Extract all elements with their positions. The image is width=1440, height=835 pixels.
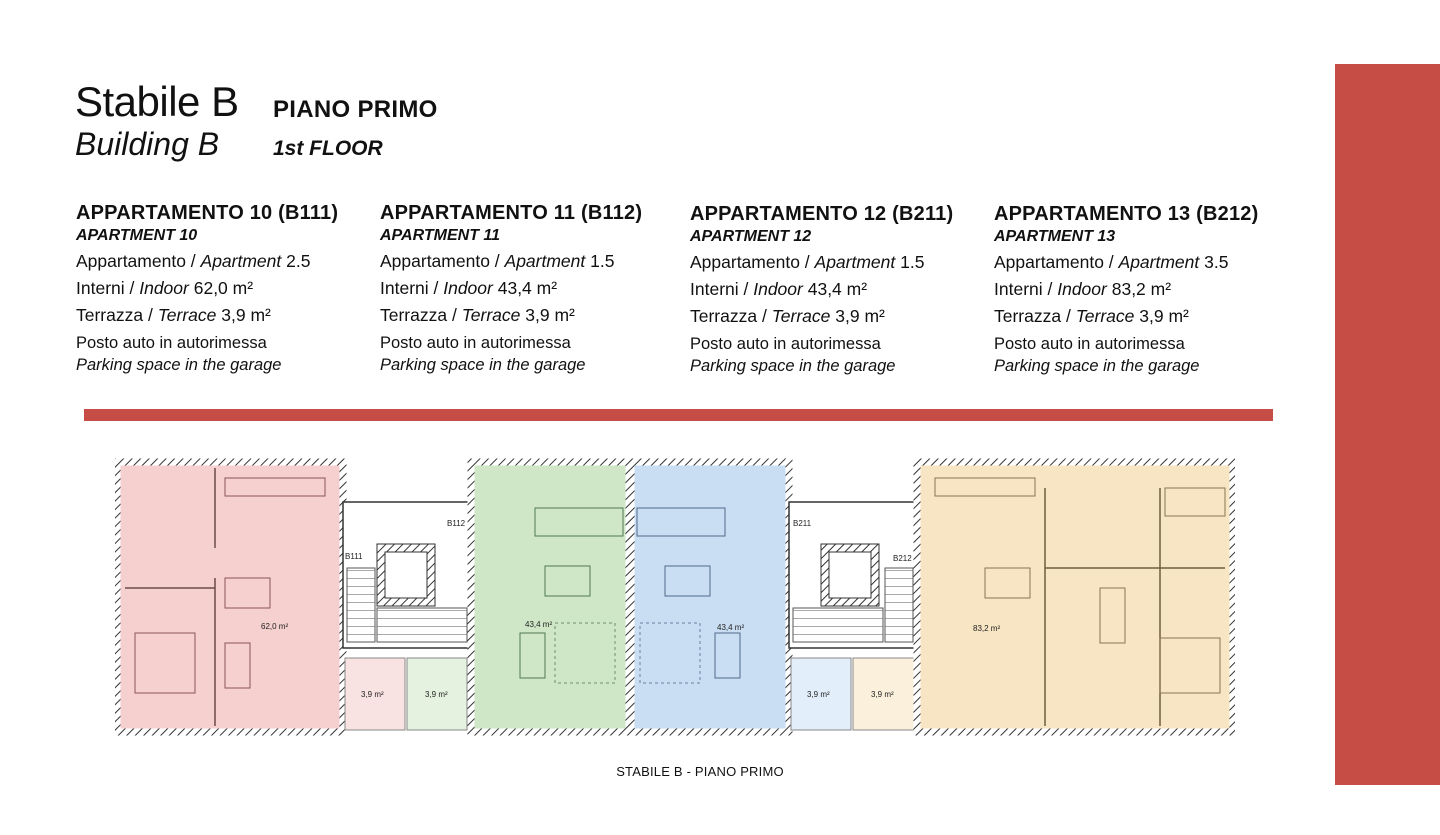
floor-title: PIANO PRIMO: [273, 96, 438, 123]
door-label-b212: B212: [893, 554, 912, 563]
apartment-parking: Posto auto in autorimessa: [994, 335, 1185, 353]
plan-area-label: 62,0 m²: [261, 622, 289, 631]
apartment-subtitle: APARTMENT 13: [994, 228, 1116, 245]
plan-apartment-12: [631, 462, 789, 732]
floor-title-en: 1st FLOOR: [273, 137, 383, 160]
divider-bar: [84, 409, 1273, 421]
apartment-card-13: [994, 203, 1294, 376]
apartment-terrace: Terrazza / Terrace 3,9 m²: [380, 305, 575, 325]
plan-terraces-left: [345, 658, 467, 730]
apartment-parking: Posto auto in autorimessa: [690, 335, 881, 353]
apartment-subtitle: APARTMENT 12: [690, 228, 812, 245]
apartment-parking-en: Parking space in the garage: [994, 357, 1200, 375]
apartment-type: Appartamento / Apartment 1.5: [690, 252, 925, 272]
apartment-parking: Posto auto in autorimessa: [76, 334, 267, 352]
apartment-parking-en: Parking space in the garage: [76, 356, 282, 374]
apartment-title: APPARTAMENTO 10 (B111): [76, 202, 339, 224]
door-label-b211: B211: [793, 519, 812, 528]
floor-plan: [115, 458, 1235, 736]
apartment-indoor: Interni / Indoor 43,4 m²: [690, 279, 868, 299]
apartment-terrace: Terrazza / Terrace 3,9 m²: [690, 306, 885, 326]
apartment-parking-en: Parking space in the garage: [380, 356, 586, 374]
apartment-card-12: [690, 203, 990, 376]
terrace-label: 3,9 m²: [807, 690, 830, 699]
apartment-parking: Posto auto in autorimessa: [380, 334, 571, 352]
apartment-card-10: [76, 202, 376, 375]
plan-terraces-right: [791, 658, 915, 730]
plan-area-label: 43,4 m²: [717, 623, 745, 632]
terrace-label: 3,9 m²: [871, 690, 894, 699]
apartment-terrace: Terrazza / Terrace 3,9 m²: [76, 305, 271, 325]
apartment-type: Appartamento / Apartment 2.5: [76, 251, 311, 271]
apartment-type: Appartamento / Apartment 1.5: [380, 251, 615, 271]
apartment-parking-en: Parking space in the garage: [690, 357, 896, 375]
apartment-subtitle: APARTMENT 11: [380, 227, 501, 244]
terrace-label: 3,9 m²: [361, 690, 384, 699]
apartment-indoor: Interni / Indoor 62,0 m²: [76, 278, 254, 298]
plan-staircase-right: [789, 502, 917, 648]
plan-staircase-left: [343, 502, 471, 648]
plan-apartment-13: [917, 462, 1233, 732]
apartment-terrace: Terrazza / Terrace 3,9 m²: [994, 306, 1189, 326]
plan-area-label: 43,4 m²: [525, 620, 553, 629]
building-title-en: Building B: [75, 126, 220, 162]
apartment-type: Appartamento / Apartment 3.5: [994, 252, 1229, 272]
door-label-b111: B111: [345, 552, 363, 561]
apartment-title: APPARTAMENTO 12 (B211): [690, 203, 954, 225]
apartment-card-11: [380, 202, 680, 375]
apartment-subtitle: APARTMENT 10: [76, 227, 198, 244]
apartment-title: APPARTAMENTO 13 (B212): [994, 203, 1259, 225]
apartment-indoor: Interni / Indoor 43,4 m²: [380, 278, 558, 298]
plan-area-label: 83,2 m²: [973, 624, 1001, 633]
decorative-side-bar: [1335, 64, 1440, 785]
floor-plan-caption: STABILE B - PIANO PRIMO: [616, 764, 784, 779]
door-label-b112: B112: [447, 519, 466, 528]
apartment-indoor: Interni / Indoor 83,2 m²: [994, 279, 1172, 299]
terrace-label: 3,9 m²: [425, 690, 448, 699]
plan-apartment-10: [117, 462, 343, 732]
building-title: Stabile B: [75, 78, 239, 125]
apartment-title: APPARTAMENTO 11 (B112): [380, 202, 643, 224]
plan-apartment-11: [471, 462, 629, 732]
